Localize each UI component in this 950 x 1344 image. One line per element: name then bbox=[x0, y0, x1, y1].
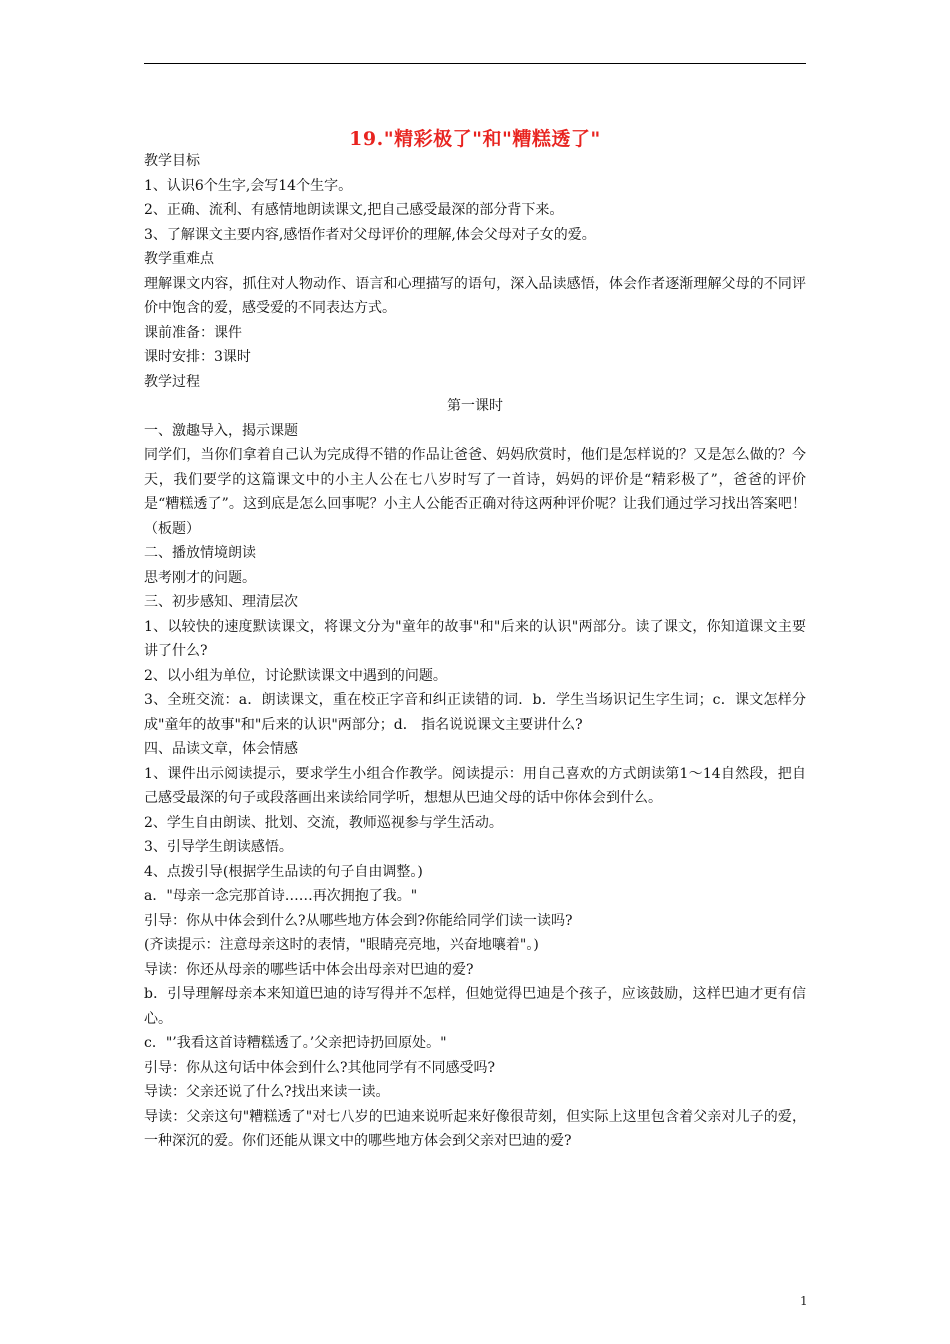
paragraph: 引导：你从这句话中体会到什么?其他同学有不同感受吗? bbox=[144, 1059, 496, 1076]
paragraph: 2、正确、流利、有感情地朗读课文,把自己感受最深的部分背下来。 bbox=[144, 202, 564, 218]
paragraph: (齐读提示：注意母亲这时的表情，"眼睛亮亮地，兴奋地嚷着"。) bbox=[144, 937, 539, 953]
paragraph: 课前准备：课件 bbox=[144, 324, 242, 341]
paragraph: 4、点拨引导(根据学生品读的句子自由调整。) bbox=[144, 863, 423, 880]
section-heading: 教学过程 bbox=[144, 373, 200, 390]
paragraph: 3、了解课文主要内容,感悟作者对父母评价的理解,体会父母对子女的爱。 bbox=[144, 226, 596, 243]
section-heading: 教学重难点 bbox=[144, 251, 214, 267]
section-heading: 一、激趣导入，揭示课题 bbox=[144, 422, 298, 439]
section-heading: 二、播放情境朗读 bbox=[144, 545, 256, 561]
paragraph: 2、以小组为单位，讨论默读课文中遇到的问题。 bbox=[144, 667, 447, 684]
paragraph: 思考刚才的问题。 bbox=[144, 569, 256, 586]
paragraph: 2、学生自由朗读、批划、交流，教师巡视参与学生活动。 bbox=[144, 814, 503, 831]
paragraph: 导读：你还从母亲的哪些话中体会出母亲对巴迪的爱? bbox=[144, 961, 474, 978]
document-body bbox=[144, 149, 806, 1154]
paragraph: a．"母亲一念完那首诗……再次拥抱了我。" bbox=[144, 888, 418, 904]
header-rule bbox=[144, 63, 806, 64]
paragraph: 3、全班交流：a．朗读课文，重在校正字音和纠正读错的词．b．学生当场识记生字生词；c．课文怎样分成"童年的故事"和"后来的认识"两部分；d． 指名说说课文主要讲什么? bbox=[144, 692, 806, 733]
section-heading: 教学目标 bbox=[144, 153, 200, 169]
paragraph: 导读：父亲还说了什么?找出来读一读。 bbox=[144, 1084, 390, 1100]
paragraph: 课时安排：3课时 bbox=[144, 349, 251, 365]
paragraph: b．引导理解母亲本来知道巴迪的诗写得并不怎样，但她觉得巴迪是个孩子，应该鼓励，这样巴迪才更有信心。 bbox=[144, 986, 806, 1027]
paragraph: 1、认识6个生字,会写14个生字。 bbox=[144, 177, 353, 194]
page-number: 1 bbox=[800, 1294, 808, 1308]
paragraph: 引导：你从中体会到什么?从哪些地方体会到?你能给同学们读一读吗? bbox=[144, 912, 573, 929]
paragraph: 同学们，当你们拿着自己认为完成得不错的作品让爸爸、妈妈欣赏时，他们是怎样说的？又是怎么做的？今天，我们要学的这篇课文中的小主人公在七八岁时写了一首诗，妈妈的评价是“精彩极了”，爸爸的评价是“糟糕透了”。这到底是怎么回事呢？小主人公能否正确对待这两种评价呢？让我们通过学习找出答案吧！（板题） bbox=[144, 447, 806, 537]
section-heading: 四、品读文章，体会情感 bbox=[144, 741, 298, 757]
paragraph: 1、以较快的速度默读课文，将课文分为"童年的故事"和"后来的认识"两部分。读了课文，你知道课文主要讲了什么? bbox=[144, 618, 806, 659]
paragraph: 理解课文内容，抓住对人物动作、语言和心理描写的语句，深入品读感悟，体会作者逐渐理解父母的不同评价中饱含的爱，感受爱的不同表达方式。 bbox=[144, 275, 806, 316]
lesson-title: 19."精彩极了"和"糟糕透了" bbox=[349, 128, 601, 150]
paragraph: 1、课件出示阅读提示，要求学生小组合作教学。阅读提示：用自己喜欢的方式朗读第1～14自然段，把自己感受最深的句子或段落画出来读给同学听，想想从巴迪父母的话中你体会到什么。 bbox=[144, 765, 806, 806]
lesson-period-heading: 第一课时 bbox=[447, 398, 503, 414]
paragraph: 3、引导学生朗读感悟。 bbox=[144, 839, 293, 855]
paragraph: c．"’我看这首诗糟糕透了。’父亲把诗扔回原处。" bbox=[144, 1035, 447, 1051]
section-heading: 三、初步感知、理清层次 bbox=[144, 594, 298, 610]
paragraph: 导读：父亲这句"糟糕透了"对七八岁的巴迪来说听起来好像很苛刻，但实际上这里包含着父亲对儿子的爱，一种深沉的爱。你们还能从课文中的哪些地方体会到父亲对巴迪的爱? bbox=[144, 1108, 806, 1149]
